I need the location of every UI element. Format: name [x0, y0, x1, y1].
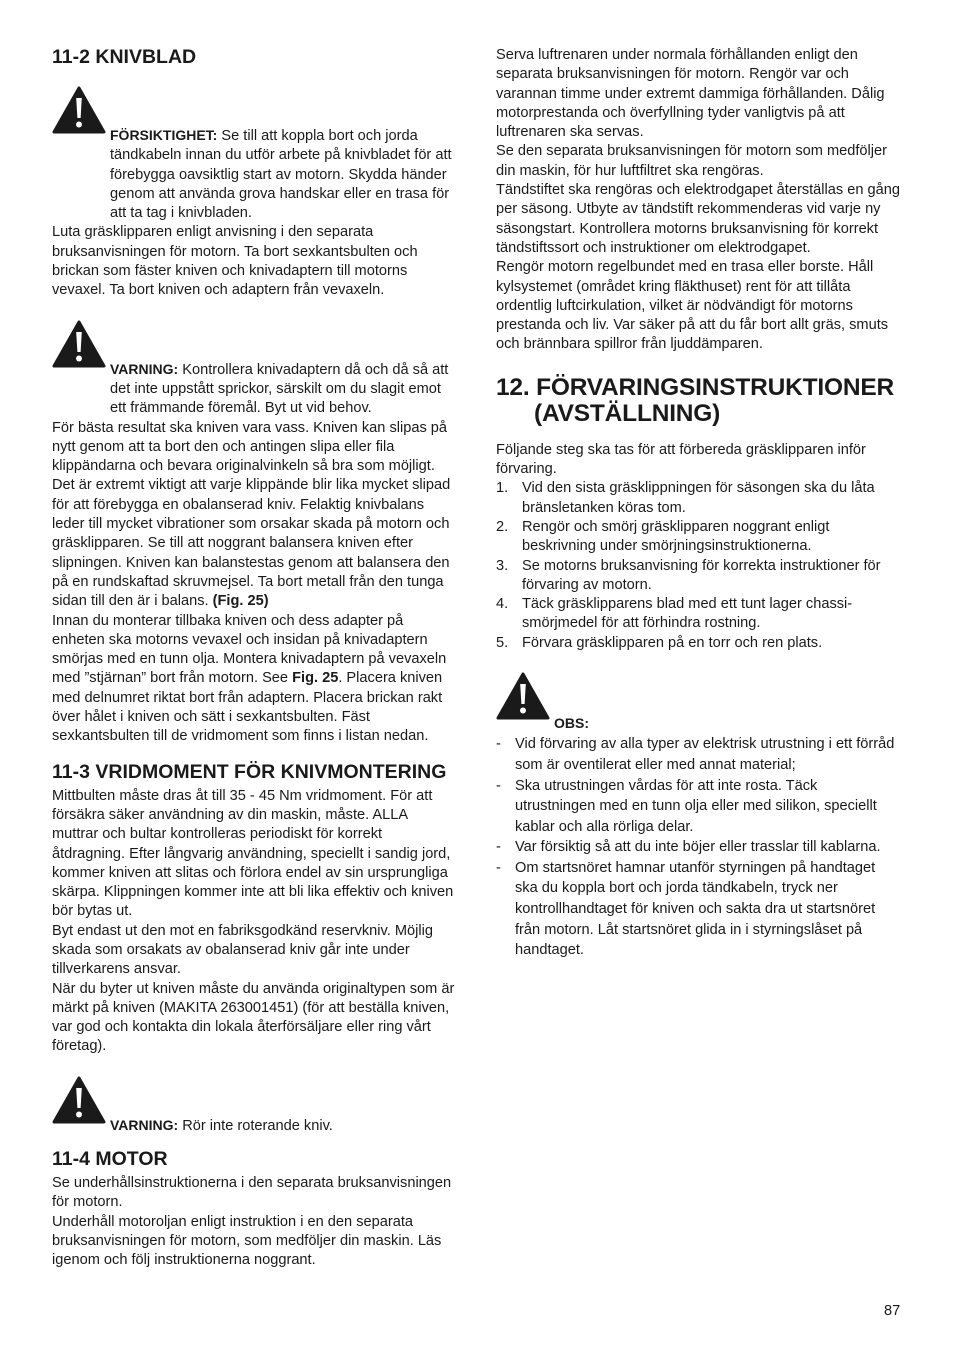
- list-text: Täck gräsklipparens blad med ett tunt lager chassi-smörjmedel för att förhindra rostning.: [522, 596, 853, 632]
- list-number: 1.: [496, 480, 509, 497]
- paragraph-motor-2: Underhåll motoroljan enligt instruktion i en den separata bruksanvisningen för motorn, som medföljer din maskin. Läs igenom och följ instruktionerna noggrant.: [52, 1213, 442, 1269]
- list-item: [496, 858, 900, 961]
- list-item: [496, 837, 900, 858]
- obs-label-text: OBS:: [554, 715, 589, 732]
- fig-25-ref: (Fig. 25): [212, 593, 269, 610]
- list-item: [496, 479, 900, 518]
- paragraph-original: När du byter ut kniven måste du använda originaltypen som är märkt på kniven (MAKITA 263001451) (för att beställa kniven, var god och kontakta din lokala återförsäljare eller ring vårt företag).: [52, 980, 455, 1055]
- warning-triangle-icon: [52, 320, 106, 368]
- list-text: Vid den sista gräsklippningen för säsongen ska du låta bränsletanken köras tom.: [522, 480, 875, 516]
- obs-block: [496, 672, 900, 734]
- list-text: Se motorns bruksanvisning för korrekta instruktioner för förvaring av motorn.: [522, 557, 881, 593]
- list-number: 2.: [496, 518, 509, 535]
- list-number: 5.: [496, 634, 509, 651]
- paragraph-plug: Tändstiftet ska rengöras och elektrodgapet återställas en gång per säsong. Utbyte av tändstift rekommenderas vid varje ny säsongstart. Kontrollera motorns bruksanvisning för korrekt tändstiftssort och instruktioner om elektrodgapet.: [496, 182, 901, 256]
- fig-25-ref-2: Fig. 25: [292, 670, 339, 687]
- warning-triangle-icon: [496, 672, 550, 720]
- paragraph-torque: Mittbulten måste dras åt till 35 - 45 Nm vridmoment. För att försäkra säker användning av din maskin, måste. ALLA muttrar och bultar kontrolleras periodiskt för korrekt åtdragning. Efter långvarig användning, speciellt i sandig jord, kommer kniven att slitas och förlora endel av sin ursprungliga skärpa. Klippningen kommer inte att bli lika effektiv och kniven bör bytas ut.: [52, 787, 454, 920]
- paragraph-tilt: Luta gräsklipparen enligt anvisning i den separata bruksanvisningen för motorn. Ta bort sexkantsbulten och brickan som fäster kniven och knivadaptern till motorns vevaxel. Ta bort kniven och adaptern från vevaxeln.: [52, 224, 418, 299]
- list-item: [496, 557, 900, 596]
- list-text: Rengör och smörj gräsklipparen noggrant enligt beskrivning under smörjningsinstruktionerna.: [522, 518, 830, 555]
- paragraph-motor-1: Se underhållsinstruktionerna i den separata bruksanvisningen för motorn.: [52, 1175, 452, 1211]
- paragraph-air-1: Serva luftrenaren under normala förhållanden enligt den separata bruksanvisningen för motorn. Rengör var och varannan timme under extremt dammiga förhållanden. Dålig motorprestanda och överfyllning tyder vanligtvis på att luftrenaren ska servas.: [496, 47, 885, 141]
- warning-1-body: Kontrollera knivadaptern då och då så att det inte uppstått sprickor, särskilt om du slagit emot ett främmande föremål. Byt ut vid behov.: [110, 361, 449, 417]
- warning-block-1: [52, 320, 456, 419]
- warning-2-body: Rör inte roterande kniv.: [178, 1117, 333, 1134]
- list-item: [496, 595, 900, 634]
- section-12-title: 12. FÖRVARINGSINSTRUKTIONER (AVSTÄLLNING): [496, 373, 894, 427]
- warning-block-2: [52, 1076, 456, 1136]
- list-number: 4.: [496, 596, 509, 613]
- section-11-4-title: 11-4 MOTOR: [52, 1148, 168, 1171]
- obs-label: [496, 714, 900, 734]
- caution-block: [52, 86, 456, 223]
- list-item: [496, 518, 900, 557]
- paragraph-sharpen: [52, 419, 456, 612]
- list-item: [496, 776, 900, 838]
- warning-2-label: VARNING:: [110, 1116, 179, 1133]
- paragraph-mount-b: . Placera kniven med delnumret riktat bort från adaptern. Placera brickan rakt över hålet i kniven och sätt i sexkantsbulten. Fäst sexkantsbulten till de vridmoment som finns i listan nedan.: [52, 670, 443, 745]
- warning-1-label: VARNING:: [110, 360, 179, 377]
- list-text: Förvara gräsklipparen på en torr och ren plats.: [522, 634, 823, 651]
- warning-triangle-icon: [52, 1076, 106, 1124]
- paragraph-mount-a: Innan du monterar tillbaka kniven och dess adapter på enheten ska motorns vevaxel och insidan på knivadaptern smörjas med en tunn olja. Montera knivadaptern på vevaxeln med ”stjärnan” bort från motorn. See: [52, 612, 447, 687]
- list-text: Vid förvaring av alla typer av elektrisk utrustning i ett förråd som är oventilerat eller med annat material;: [515, 736, 895, 773]
- storage-steps-list: [496, 479, 900, 653]
- list-text: Ska utrustningen vårdas för att inte rosta. Täck utrustningen med en tunn olja eller med silikon, speciellt kablar och alla rörliga delar.: [515, 777, 877, 835]
- section-11-3-title: 11-3 VRIDMOMENT FÖR KNIVMONTERING: [52, 760, 447, 783]
- section-11-2-title: 11-2 KNIVBLAD: [52, 46, 197, 68]
- list-text: Om startsnöret hamnar utanför styrningen på handtaget ska du koppla bort och jorda tändkabeln, tryck ner kontrollhandtaget för kniven och sakta dra ut startsnöret från motorn. Låt startsnöret glida in i styrningslåset på handtaget.: [515, 859, 876, 959]
- paragraph-mount: [52, 612, 456, 747]
- warning-2-text: [52, 1116, 456, 1136]
- right-column: [496, 46, 900, 961]
- obs-list: [496, 734, 900, 961]
- paragraph-storage-intro: Följande steg ska tas för att förbereda gräsklipparen inför förvaring.: [496, 441, 866, 478]
- list-item: [496, 634, 900, 653]
- paragraph-clean: Rengör motorn regelbundet med en trasa eller borste. Håll kylsystemet (området kring fläkthuset) rent för att tillåta ordentlig luftcirkulation, vilket är nödvändigt för motorns prestanda och liv. Var säker på att du får bort allt gräs, smuts och brännbara spillror från ljuddämparen.: [496, 259, 889, 353]
- list-text: Var försiktig så att du inte böjer eller trasslar till kablarna.: [515, 839, 881, 856]
- list-number: 3.: [496, 557, 509, 574]
- list-dash: -: [496, 777, 501, 794]
- paragraph-replace: Byt endast ut den mot en fabriksgodkänd reservkniv. Möjlig skada som orsakats av obalanserad kniv går inte under tillverkarens ansvar.: [52, 922, 433, 978]
- caution-label: FÖRSIKTIGHET:: [110, 127, 218, 143]
- list-item: [496, 734, 900, 775]
- warning-triangle-icon: [52, 86, 106, 134]
- page-number: 87: [884, 1303, 901, 1319]
- caution-text: [52, 126, 456, 223]
- list-dash: -: [496, 859, 501, 876]
- list-dash: -: [496, 839, 501, 856]
- caution-body: Se till att koppla bort och jorda tändkabeln innan du utför arbete på knivbladet för att förebygga oavsiktlig start av motorn. Skydda händer genom att använda grova handskar eller en trasa för att ta tag i knivbladen.: [110, 128, 452, 222]
- list-dash: -: [496, 736, 501, 753]
- warning-1-text: [52, 360, 456, 419]
- paragraph-sharpen-body: För bästa resultat ska kniven vara vass. Kniven kan slipas på nytt genom att ta bort den och antingen slipa eller fila klippändarna och bevara originalvinkeln så bra som möjligt. Det är extremt viktigt att varje klippände blir lika mycket slipad för att förebygga en obalanserad kniv. Felaktig knivbalans leder till mycket vibrationer som orsakar skada på motorn och gräsklipparen. Se till att noggrant balansera kniven efter slipningen. Kniven kan balanstestas genom att balansera den på en rundskaftad skruvmejsel. Ta bort metall från den tunga sidan till den är i balans.: [52, 419, 451, 610]
- paragraph-air-2: Se den separata bruksanvisningen för motorn som medföljer din maskin, för hur luftfiltret ska rengöras.: [496, 143, 887, 179]
- left-column: [52, 46, 456, 1271]
